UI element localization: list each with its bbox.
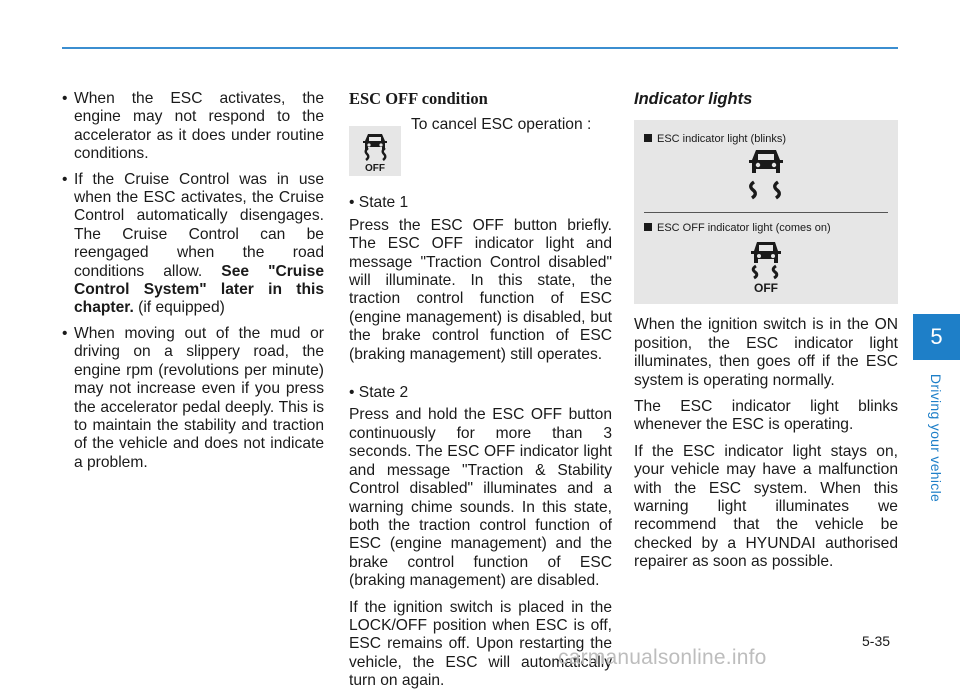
state-1-text: Press the ESC OFF button briefly. The ESC OFF indicator light and message "Traction Control disabled" will illuminate. In this state, the traction control function of ESC (engine management) is disabled, but the brake control function of ESC (braking management) still operates.	[349, 216, 612, 363]
cancel-esc-text: To cancel ESC operation :	[411, 116, 592, 134]
column-2	[349, 90, 612, 699]
esc-indicator-icon	[738, 146, 794, 209]
esc-off-icon-row	[349, 114, 612, 176]
header-rule	[62, 47, 898, 49]
indicator-separator	[644, 212, 888, 213]
bullet-dot: •	[62, 324, 68, 342]
square-bullet-icon	[644, 223, 652, 231]
bullet-text: When the ESC activates, the engine may not respond to the accelerator as it does under routine conditions.	[74, 90, 324, 163]
esc-off-heading: ESC OFF condition	[349, 89, 488, 108]
bullet-cruise-control	[62, 171, 324, 318]
esc-off-car-icon	[349, 126, 401, 176]
bullet-esc-activation	[62, 90, 324, 164]
ignition-lock-text: If the ignition switch is placed in the LOCK/OFF position when ESC is off, ESC remains off. Upon restarting the vehicle, the ESC will automatically turn on again.	[349, 598, 612, 690]
cruise-control-reference: See "Cruise Control System" later in this chapter.	[74, 262, 324, 317]
column-3	[634, 90, 898, 580]
bullet-mud-slippery	[62, 325, 324, 472]
esc-off-indicator-icon-label: OFF	[754, 281, 778, 296]
state-1-label: • State 1	[349, 194, 409, 212]
chapter-title: Driving your vehicle	[928, 373, 944, 503]
esc-off-car-icon	[742, 238, 790, 296]
indicator-para-1: When the ignition switch is in the ON position, the ESC indicator light illuminates, then goes off if the ESC system is operating normally.	[634, 316, 898, 389]
esc-car-icon	[738, 146, 794, 204]
indicator-lights-box	[634, 120, 898, 304]
column-1	[62, 90, 324, 479]
bullet-dot: •	[62, 90, 68, 107]
bullet-text: When moving out of the mud or driving on a slippery road, the engine rpm (revolutions per minute) may not increase even if you press the accelerator pedal deeply. This is to maintain the stability and traction of the vehicle and does not indicate a problem.	[74, 324, 324, 471]
indicator-lights-heading: Indicator lights	[634, 90, 753, 108]
indicator-para-3: If the ESC indicator light stays on, your vehicle may have a malfunction with the ESC system. When this warning light illuminates we recommend that the vehicle be checked by a HYUNDAI authorised repairer as soon as possible.	[634, 442, 898, 571]
watermark: carmanualsonline.info	[558, 646, 767, 669]
if-equipped-note: (if equipped)	[133, 299, 225, 317]
state-2-text: Press and hold the ESC OFF button continuously for more than 3 seconds. The ESC OFF indicator light and message "Traction & Stability Control disabled" illuminates and a warning chime sounds. In this state, both the traction control function of ESC (engine management) and the brake control function of ESC (braking management) are disabled.	[349, 406, 612, 590]
bullet-text: If the Cruise Control was in use when the ESC activates, the Cruise Control automatically disengages. The Cruise Control can be reengaged when the road conditions allow.	[74, 170, 324, 280]
square-bullet-icon	[644, 134, 652, 142]
esc-off-icon	[349, 126, 401, 176]
bullet-dot: •	[62, 170, 68, 188]
esc-off-icon-label: OFF	[365, 163, 385, 175]
esc-indicator-label: ESC indicator light (blinks)	[644, 130, 786, 148]
esc-off-indicator-label: ESC OFF indicator light (comes on)	[644, 219, 831, 237]
chapter-tab[interactable]: 5	[913, 314, 960, 360]
state-2-label: • State 2	[349, 384, 409, 402]
indicator-para-2: The ESC indicator light blinks whenever the ESC is operating.	[634, 398, 898, 434]
page-number: 5-35	[862, 633, 891, 649]
esc-off-indicator-icon	[742, 238, 790, 301]
